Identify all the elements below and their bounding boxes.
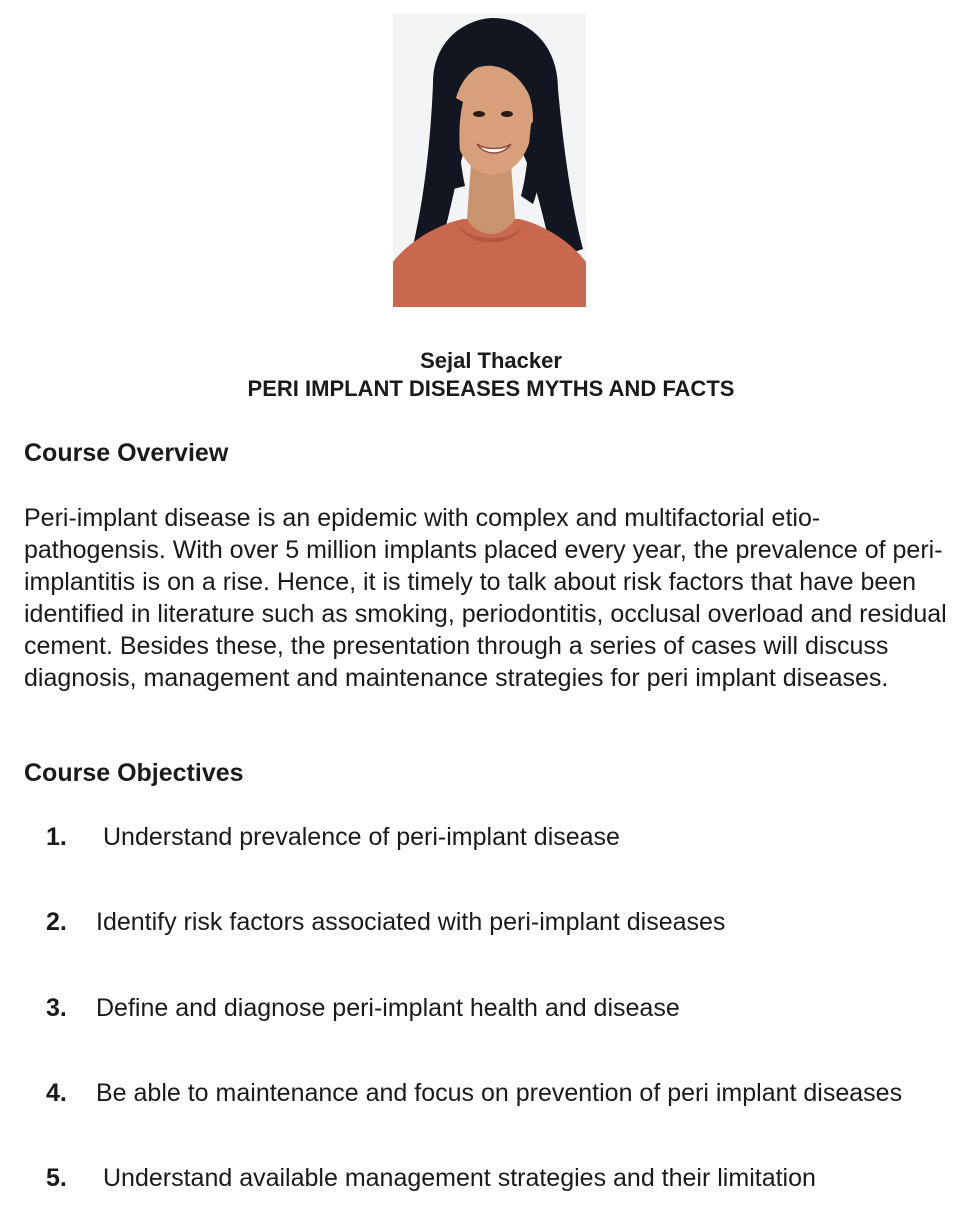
objectives-heading: Course Objectives xyxy=(24,759,244,787)
portrait-photo-icon xyxy=(393,14,586,307)
overview-heading: Course Overview xyxy=(24,439,229,467)
objective-text: Define and diagnose peri-implant health and disease xyxy=(96,994,680,1022)
speaker-photo xyxy=(393,14,586,307)
overview-paragraph: Peri-implant disease is an epidemic with complex and multifactorial etio-pathogensis. With over 5 million implants placed every year, the prevalence of peri-implantitis is on a rise. Hence, it is timely to talk about risk factors that have been identified in literature such as smoking, periodontitis, occlusal overload and residual cement. Besides these, the presentation through a series of cases will discuss diagnosis, management and maintenance strategies for peri implant diseases. xyxy=(24,504,947,692)
objective-number: 3. xyxy=(46,994,67,1022)
objective-text: Understand prevalence of peri-implant disease xyxy=(103,823,620,851)
objective-text: Be able to maintenance and focus on prevention of peri implant diseases xyxy=(96,1079,903,1107)
speaker-name: Sejal Thacker xyxy=(420,348,562,373)
objective-number: 4. xyxy=(46,1079,67,1107)
objective-text: Understand available management strategies and their limitation xyxy=(103,1164,816,1192)
objective-number: 2. xyxy=(46,908,67,936)
objective-number: 5. xyxy=(46,1164,67,1192)
objective-text: Identify risk factors associated with peri-implant diseases xyxy=(96,908,726,936)
objective-number: 1. xyxy=(46,823,67,851)
course-title: PERI IMPLANT DISEASES MYTHS AND FACTS xyxy=(247,376,735,401)
